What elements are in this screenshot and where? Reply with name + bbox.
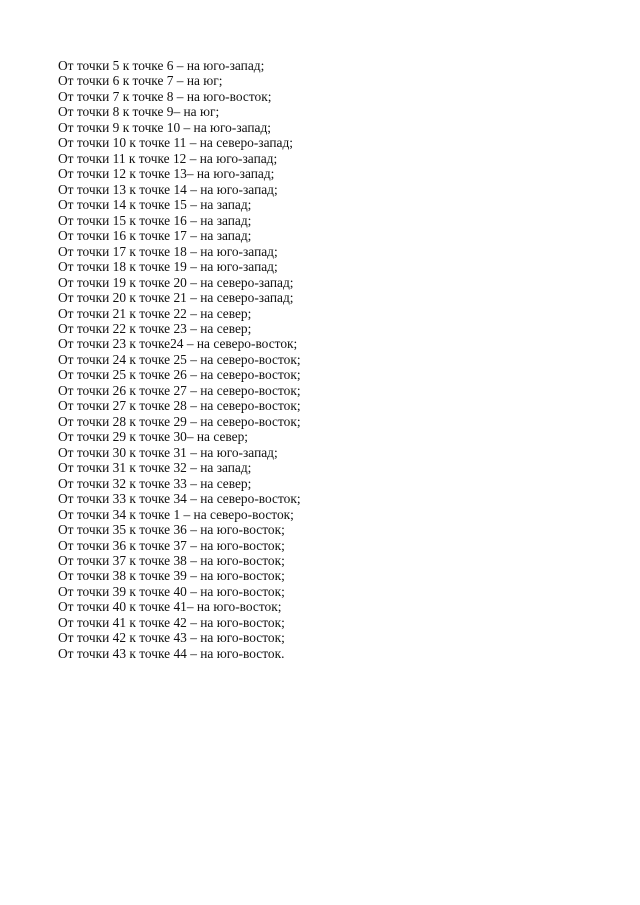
direction-line: От точки 31 к точке 32 – на запад;	[58, 460, 252, 476]
direction-line: От точки 7 к точке 8 – на юго-восток;	[58, 88, 272, 104]
direction-line: От точки 36 к точке 37 – на юго-восток;	[58, 537, 285, 553]
direction-line: От точки 11 к точке 12 – на юго-запад;	[58, 150, 278, 166]
direction-line: От точки 13 к точке 14 – на юго-запад;	[58, 181, 278, 197]
direction-line: От точки 14 к точке 15 – на запад;	[58, 197, 252, 213]
direction-list	[58, 58, 598, 661]
direction-line: От точки 24 к точке 25 – на северо-восток;	[58, 351, 301, 367]
direction-line: От точки 43 к точке 44 – на юго-восток.	[58, 645, 285, 661]
direction-line: От точки 35 к точке 36 – на юго-восток;	[58, 522, 285, 538]
direction-line: От точки 32 к точке 33 – на север;	[58, 475, 252, 491]
direction-line: От точки 10 к точке 11 – на северо-запад;	[58, 135, 293, 151]
direction-line: От точки 19 к точке 20 – на северо-запад;	[58, 274, 294, 290]
direction-line: От точки 20 к точке 21 – на северо-запад;	[58, 290, 294, 306]
direction-line: От точки 27 к точке 28 – на северо-восток;	[58, 398, 301, 414]
direction-line: От точки 9 к точке 10 – на юго-запад;	[58, 119, 272, 135]
direction-line: От точки 6 к точке 7 – на юг;	[58, 73, 223, 89]
direction-line: От точки 8 к точке 9– на юг;	[58, 104, 220, 120]
direction-line: От точки 12 к точке 13– на юго-запад;	[58, 166, 275, 182]
direction-line: От точки 37 к точке 38 – на юго-восток;	[58, 553, 285, 568]
direction-line: От точки 5 к точке 6 – на юго-запад;	[58, 58, 265, 73]
direction-line: От точки 22 к точке 23 – на север;	[58, 320, 252, 336]
direction-line: От точки 25 к точке 26 – на северо-восток;	[58, 367, 301, 383]
direction-line: От точки 15 к точке 16 – на запад;	[58, 212, 252, 228]
direction-line: От точки 40 к точке 41– на юго-восток;	[58, 599, 282, 615]
direction-line: От точки 21 к точке 22 – на север;	[58, 305, 252, 321]
direction-line: От точки 34 к точке 1 – на северо-восток;	[58, 506, 294, 522]
direction-line: От точки 26 к точке 27 – на северо-восток;	[58, 382, 301, 398]
direction-line: От точки 41 к точке 42 – на юго-восток;	[58, 614, 285, 630]
direction-line: От точки 18 к точке 19 – на юго-запад;	[58, 259, 278, 275]
direction-line: От точки 42 к точке 43 – на юго-восток;	[58, 630, 285, 646]
direction-line: От точки 30 к точке 31 – на юго-запад;	[58, 444, 278, 460]
direction-line: От точки 39 к точке 40 – на юго-восток;	[58, 583, 285, 599]
direction-line: От точки 33 к точке 34 – на северо-восток;	[58, 491, 301, 507]
direction-line: От точки 28 к точке 29 – на северо-восток;	[58, 413, 301, 429]
direction-line: От точки 23 к точке24 – на северо-восток;	[58, 336, 298, 352]
direction-line: От точки 29 к точке 30– на север;	[58, 429, 249, 445]
direction-line: От точки 16 к точке 17 – на запад;	[58, 228, 252, 244]
direction-line: От точки 17 к точке 18 – на юго-запад;	[58, 243, 278, 259]
direction-line: От точки 38 к точке 39 – на юго-восток;	[58, 568, 285, 584]
